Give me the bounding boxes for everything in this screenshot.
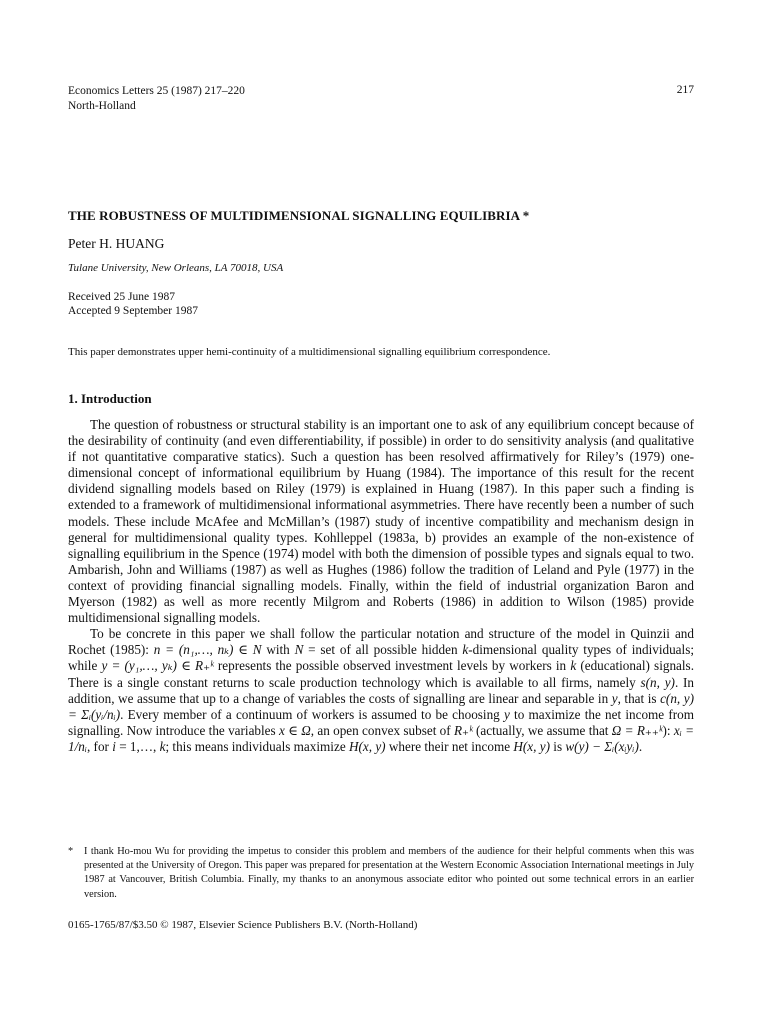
author-affiliation: Tulane University, New Orleans, LA 70018, USA [68,262,284,274]
p2-text: . Every member of a continuum of workers is assumed to be choosing [120,706,504,722]
p2-math: N [294,642,304,658]
p2-text: to maximize the net income from signalling. Now introduce the variables [68,706,694,738]
p2-math: n = (n₁,…, nₖ) ∈ N [153,642,262,658]
p2-text: , an open convex subset of [310,722,454,738]
footnote [68,845,694,902]
paragraph-1: The question of robustness or structural stability is an important one to ask of any equilibrium concept because of the desirability of continuity (and even differentiability, if possible) in order to do sensitivity analysis (and qualitative if not quantitative comparative statics). Such a question has been resolved affirmatively for Riley’s (1979) one-dimensional concept of informational equilibrium by Huang (1984). The importance of this result for the recent dividend signalling models based on Riley (1979) is explained in Huang (1987). In this paper such a finding is extended to a framework of multidimensional informational asymmetries. There have recently been a number of such models. These include McAfee and McMillan’s (1987) study of incentive compatibility and mechanism design in general for multidimensional quality types. Kohlleppel (1983a, b) provides an example of the non-existence of signalling equilibrium in the Spence (1974) model with both the dimension of possible types and signals equal to two. Ambarish, John and Williams (1987) as well as Hughes (1986) follow the tradition of Leland and Pyle (1977) in the context of providing financial signalling models. Finally, within the field of industrial organization Baron and Myerson (1982) as well as more recently Milgrom and Roberts (1986) in addition to Wilson (1985) provide multidimensional signalling models. [68,417,694,626]
article-title: THE ROBUSTNESS OF MULTIDIMENSIONAL SIGNALLING EQUILIBRIA * [68,208,530,223]
p2-math: k [462,642,469,658]
p2-math: x ∈ Ω [278,722,311,738]
p2-math: y [503,706,510,722]
p2-text: where their net income [385,738,514,754]
p2-text: is [549,738,566,754]
p2-math: y [611,690,618,706]
p2-math: s(n, y) [640,674,675,690]
p2-text: (actually, we assume that [472,722,612,738]
p2-text: represents the possible observed investment levels by workers in [213,658,571,674]
p2-text: -dimensional quality types of individuals; while [68,642,694,674]
p2-math: w(y) − Σᵢ(xᵢyᵢ) [565,738,639,754]
p2-text: = 1,…, [115,738,160,754]
footnote-marker: * [68,846,74,857]
p2-math: ₊₊ᵏ [644,722,663,738]
publisher: North-Holland [68,100,136,112]
footnote-text: I thank Ho-mou Wu for providing the impetus to consider this problem and members of the audience for their helpful comments when this was presented at the University of Oregon. This paper was prepared for presentation at the Western Economic Association International meetings in July 1987 at Vancouver, British Columbia. Finally, my thanks to an anonymous associate editor who pointed out some technical errors in an earlier version. [84,846,694,900]
copyright-line: 0165-1765/87/$3.50 © 1987, Elsevier Science Publishers B.V. (North-Holland) [68,919,418,931]
p2-math: c(n, y) = Σᵢ(yᵢ/nᵢ) [68,690,695,722]
p2-math: k [159,738,166,754]
p2-math: H(x, y) [513,738,550,754]
p2-text: ): [662,722,674,738]
accepted-date: Accepted 9 September 1987 [68,305,198,317]
p2-text: ; this means individuals maximize [165,738,349,754]
received-date: Received 25 June 1987 [68,291,175,303]
paragraph-2 [68,626,694,755]
p2-text: To be concrete in this paper we shall follow the particular notation and structure of the model in Quinzii and Rochet (1985): [68,626,694,658]
p2-text: , that is [617,690,661,706]
p2-text: (educational) signals. There is a single constant returns to scale production technology which is available to all firms, namely [68,658,694,690]
p2-math: i [112,738,116,754]
abstract: This paper demonstrates upper hemi-continuity of a multidimensional signalling equilibrium correspondence. [68,346,551,358]
p2-math: Ω = R [611,722,645,738]
p2-text: . In addition, we assume that up to a change of variables the costs of signalling are linear and separable in [68,674,694,706]
section-heading: 1. Introduction [68,391,152,406]
p2-math: xᵢ = 1/nᵢ [68,722,695,754]
p2-text: , for [86,738,113,754]
p2-text: with [261,642,295,658]
p2-math: k [570,658,577,674]
p2-math: R [453,722,463,738]
p2-math: ₊ᵏ [203,658,214,674]
body-text [68,417,694,755]
p2-math: ₊ᵏ [462,722,473,738]
p2-math: y = (y₁,…, yₖ) ∈ R [101,658,204,674]
p2-text: . [638,738,643,754]
p2-text: = set of all possible hidden [303,642,463,658]
author-name: Peter H. HUANG [68,236,165,251]
p2-math: H(x, y) [348,738,386,754]
page-number: 217 [676,84,694,96]
journal-citation: Economics Letters 25 (1987) 217–220 [68,85,245,97]
